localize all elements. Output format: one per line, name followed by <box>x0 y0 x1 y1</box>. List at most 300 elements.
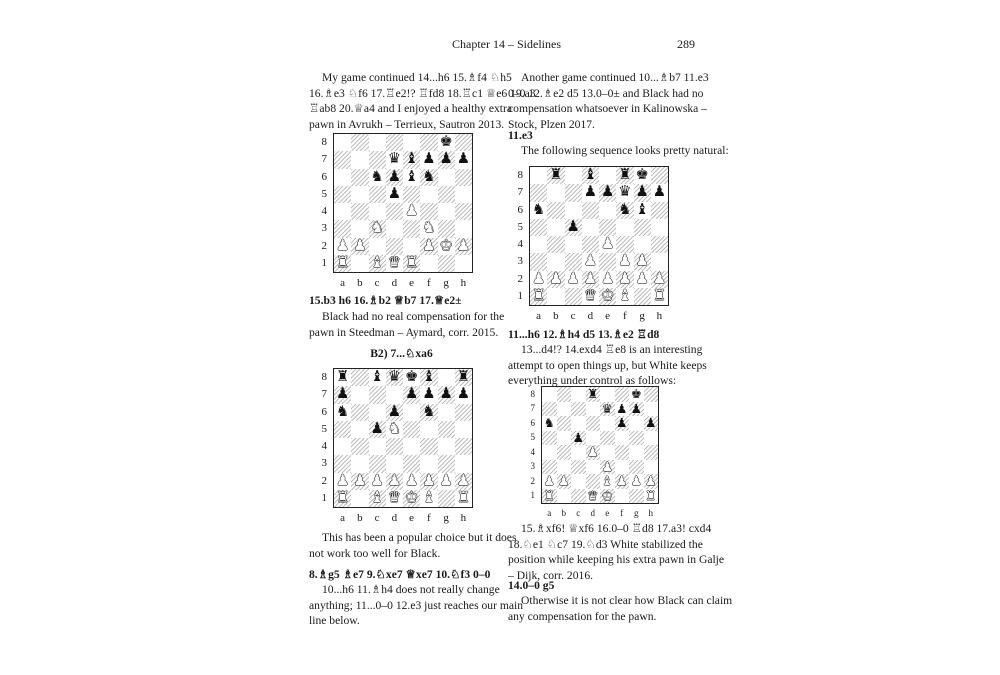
white-pawn-icon: ♟ <box>601 458 613 474</box>
board-square <box>455 134 472 151</box>
board-square <box>455 455 472 472</box>
board-square <box>571 474 586 489</box>
left-paragraph-4: 10...h6 11.♗h4 does not really change anything; 11...0–0 12.e3 just reaches our main line below. <box>309 583 524 628</box>
file-label: c <box>374 277 380 289</box>
board-square <box>420 134 437 151</box>
board-square <box>334 455 351 472</box>
board-square <box>542 387 557 402</box>
board-square <box>351 386 368 403</box>
board-square <box>369 438 386 455</box>
rank-label: 8 <box>321 136 327 149</box>
board-square <box>455 203 472 220</box>
board-square <box>420 438 437 455</box>
rank-label: 8 <box>321 371 327 384</box>
rank-label: 2 <box>530 475 535 486</box>
board-square <box>651 219 668 236</box>
board-square <box>438 490 455 507</box>
file-label: e <box>409 512 415 524</box>
board-square <box>644 402 659 417</box>
black-rook-icon: ♜ <box>618 166 632 184</box>
rank-label: 4 <box>517 238 523 251</box>
black-king-icon: ♚ <box>635 166 649 184</box>
board-square <box>369 203 386 220</box>
board-square <box>557 402 572 417</box>
board-square <box>629 445 644 460</box>
board-square <box>599 167 616 184</box>
white-rook-icon: ♜ <box>531 286 546 304</box>
file-label: d <box>587 310 594 322</box>
board-square <box>403 134 420 151</box>
rank-label: 6 <box>321 405 327 418</box>
board-square <box>629 489 644 504</box>
file-label: g <box>443 512 449 524</box>
white-pawn-icon: ♟ <box>439 471 453 489</box>
white-bishop-icon: ♝ <box>618 286 632 304</box>
board-square <box>571 416 586 431</box>
board-square <box>542 445 557 460</box>
board-square <box>455 255 472 272</box>
board-square <box>369 455 386 472</box>
file-label: a <box>536 310 542 322</box>
rank-label: 6 <box>517 203 523 216</box>
rank-label: 5 <box>517 220 523 233</box>
board-square <box>334 134 351 151</box>
board-square <box>455 404 472 421</box>
white-pawn-icon: ♟ <box>587 444 599 460</box>
board-square <box>403 186 420 203</box>
white-king-icon: ♚ <box>601 487 613 503</box>
black-king-icon: ♚ <box>630 386 642 402</box>
board-square <box>369 386 386 403</box>
board-square <box>386 386 403 403</box>
black-pawn-icon: ♟ <box>387 402 402 420</box>
board-square <box>547 253 564 270</box>
board-square <box>386 220 403 237</box>
board-square <box>438 255 455 272</box>
file-label: h <box>656 310 663 322</box>
right-paragraph-5: Otherwise it is not clear how Black can claim any compensation for the pawn. <box>508 594 733 623</box>
white-pawn-icon: ♟ <box>630 473 642 489</box>
white-pawn-icon: ♟ <box>618 252 632 270</box>
board-square <box>386 134 403 151</box>
chess-diagram-3 <box>529 166 669 306</box>
board-square <box>557 431 572 446</box>
board-square <box>334 186 351 203</box>
board-square <box>629 416 644 431</box>
board-square <box>547 236 564 253</box>
file-label: h <box>460 277 467 289</box>
white-queen-icon: ♛ <box>583 286 598 304</box>
white-pawn-icon: ♟ <box>387 471 402 489</box>
board-square <box>386 203 403 220</box>
black-pawn-icon: ♟ <box>456 385 471 403</box>
file-label: e <box>409 277 415 289</box>
right-paragraph-1: Another game continued 10...♗b7 11.e3 0–0 12.♗e2 d5 13.0–0± and Black had no compensation whatsoever in Kalinowska – Stock, Plzen 2017. <box>508 71 709 132</box>
white-bishop-icon: ♝ <box>601 473 613 489</box>
file-label: b <box>553 310 559 322</box>
white-pawn-icon: ♟ <box>635 269 649 287</box>
white-rook-icon: ♜ <box>645 487 657 503</box>
board-square <box>547 184 564 201</box>
board-square <box>582 236 599 253</box>
board-square <box>369 238 386 255</box>
board-square <box>565 202 582 219</box>
board-square <box>629 460 644 475</box>
board-square <box>438 455 455 472</box>
board-square <box>615 489 630 504</box>
board-square <box>351 421 368 438</box>
white-queen-icon: ♛ <box>587 487 599 503</box>
board-square <box>644 387 659 402</box>
rank-label: 6 <box>530 417 535 428</box>
board-square <box>565 253 582 270</box>
left-paragraph-1: My game continued 14...h6 15.♗f4 ♘h5 16.♗e3 ♘f6 17.♖e2!? ♖fd8 18.♖c1 ♕e6 19.a3 ♖ab8 20.♕a4 and I enjoyed a healthy extra pawn in Avrukh – Terrieux, Sautron 2013. <box>309 71 536 132</box>
white-pawn-icon: ♟ <box>652 269 667 287</box>
board-square <box>644 460 659 475</box>
rank-label: 1 <box>530 490 535 501</box>
left-move-line-1: 15.b3 h6 16.♗b2 ♕b7 17.♕e2± <box>309 294 462 307</box>
board-square <box>438 203 455 220</box>
black-rook-icon: ♜ <box>587 386 599 402</box>
rank-label: 7 <box>321 388 327 401</box>
black-knight-icon: ♞ <box>543 415 555 431</box>
board-square <box>651 167 668 184</box>
board-square <box>334 220 351 237</box>
board-square <box>455 169 472 186</box>
board-square <box>547 202 564 219</box>
board-square <box>530 167 547 184</box>
white-pawn-icon: ♟ <box>583 252 598 270</box>
board-square <box>438 169 455 186</box>
left-paragraph-3: This has been a popular choice but it does not work too well for Black. <box>309 531 517 560</box>
black-knight-icon: ♞ <box>422 167 436 185</box>
board-square <box>565 167 582 184</box>
rank-label: 4 <box>321 205 327 218</box>
file-label: g <box>443 277 449 289</box>
black-pawn-icon: ♟ <box>616 400 628 416</box>
black-pawn-icon: ♟ <box>404 385 419 403</box>
white-pawn-icon: ♟ <box>558 473 570 489</box>
white-king-icon: ♚ <box>600 286 615 304</box>
board-square <box>403 455 420 472</box>
board-square <box>420 203 437 220</box>
black-pawn-icon: ♟ <box>335 385 350 403</box>
rank-label: 7 <box>517 186 523 199</box>
board-square <box>615 445 630 460</box>
board-square <box>634 236 651 253</box>
board-square <box>565 288 582 305</box>
white-pawn-icon: ♟ <box>549 269 563 287</box>
rank-label: 3 <box>321 222 327 235</box>
file-label: f <box>427 512 431 524</box>
board-square <box>420 455 437 472</box>
rank-label: 1 <box>321 256 327 269</box>
board-square <box>616 236 633 253</box>
board-square <box>334 203 351 220</box>
black-queen-icon: ♛ <box>618 183 632 201</box>
white-pawn-icon: ♟ <box>456 471 471 489</box>
board-square <box>547 219 564 236</box>
black-rook-icon: ♜ <box>335 368 350 386</box>
board-square <box>565 184 582 201</box>
file-label: b <box>357 512 363 524</box>
white-queen-icon: ♛ <box>387 488 402 506</box>
white-pawn-icon: ♟ <box>600 269 615 287</box>
black-bishop-icon: ♝ <box>422 368 436 386</box>
white-bishop-icon: ♝ <box>422 488 436 506</box>
file-label: d <box>391 512 398 524</box>
board-square <box>571 460 586 475</box>
board-square <box>616 219 633 236</box>
black-knight-icon: ♞ <box>618 200 632 218</box>
file-label: d <box>391 277 398 289</box>
file-label: c <box>576 508 581 518</box>
board-square <box>438 438 455 455</box>
white-pawn-icon: ♟ <box>456 236 471 254</box>
right-paragraph-3: 13...d4!? 14.exd4 ♖e8 is an interesting attempt to open things up, but White keeps everything under control as follows: <box>508 343 707 388</box>
rank-label: 6 <box>321 170 327 183</box>
white-pawn-icon: ♟ <box>422 236 436 254</box>
board-square <box>351 151 368 168</box>
board-square <box>600 445 615 460</box>
black-knight-icon: ♞ <box>422 402 436 420</box>
board-square <box>542 460 557 475</box>
file-label: g <box>634 508 639 518</box>
black-pawn-icon: ♟ <box>387 184 402 202</box>
black-knight-icon: ♞ <box>335 402 350 420</box>
board-square <box>571 489 586 504</box>
chess-diagram-2 <box>333 368 473 508</box>
board-square <box>403 421 420 438</box>
black-queen-icon: ♛ <box>387 150 402 168</box>
black-bishop-icon: ♝ <box>370 368 384 386</box>
board-square <box>438 369 455 386</box>
board-square <box>542 431 557 446</box>
left-paragraph-2: Black had no real compensation for the pawn in Steedman – Aymard, corr. 2015. <box>309 310 505 339</box>
white-knight-icon: ♞ <box>370 219 384 237</box>
black-bishop-icon: ♝ <box>404 167 419 185</box>
black-pawn-icon: ♟ <box>652 183 667 201</box>
board-square <box>557 489 572 504</box>
board-square <box>369 404 386 421</box>
black-pawn-icon: ♟ <box>616 415 628 431</box>
white-queen-icon: ♛ <box>387 253 402 271</box>
board-square <box>615 460 630 475</box>
board-square <box>351 255 368 272</box>
board-square <box>571 445 586 460</box>
white-pawn-icon: ♟ <box>543 473 555 489</box>
black-pawn-icon: ♟ <box>387 167 402 185</box>
board-square <box>403 438 420 455</box>
board-square <box>530 219 547 236</box>
white-rook-icon: ♜ <box>404 253 419 271</box>
file-label: f <box>427 277 431 289</box>
black-knight-icon: ♞ <box>370 167 384 185</box>
board-square <box>599 202 616 219</box>
board-square <box>547 288 564 305</box>
black-bishop-icon: ♝ <box>583 166 598 184</box>
board-square <box>586 474 601 489</box>
right-paragraph-2: The following sequence looks pretty natural: <box>521 144 729 157</box>
chess-diagram-4 <box>541 386 659 504</box>
file-label: a <box>547 508 552 518</box>
board-square <box>599 253 616 270</box>
board-square <box>586 431 601 446</box>
board-square <box>599 219 616 236</box>
board-square <box>351 490 368 507</box>
white-pawn-icon: ♟ <box>635 252 649 270</box>
black-pawn-icon: ♟ <box>600 183 615 201</box>
section-heading: B2) 7...♘xa6 <box>370 347 433 360</box>
board-square <box>455 438 472 455</box>
board-square <box>386 455 403 472</box>
board-square <box>530 236 547 253</box>
black-queen-icon: ♛ <box>601 400 613 416</box>
file-label: b <box>561 508 566 518</box>
white-pawn-icon: ♟ <box>645 473 657 489</box>
black-pawn-icon: ♟ <box>572 429 584 445</box>
board-square <box>634 219 651 236</box>
board-square <box>600 431 615 446</box>
board-square <box>351 134 368 151</box>
board-square <box>571 402 586 417</box>
white-rook-icon: ♜ <box>543 487 555 503</box>
file-label: c <box>570 310 576 322</box>
black-bishop-icon: ♝ <box>404 150 419 168</box>
board-square <box>615 387 630 402</box>
black-pawn-icon: ♟ <box>645 415 657 431</box>
board-square <box>351 404 368 421</box>
board-square <box>334 169 351 186</box>
white-pawn-icon: ♟ <box>335 471 350 489</box>
file-label: d <box>590 508 595 518</box>
black-pawn-icon: ♟ <box>422 385 436 403</box>
board-square <box>565 236 582 253</box>
rank-label: 8 <box>517 169 523 182</box>
black-knight-icon: ♞ <box>531 200 546 218</box>
board-square <box>644 431 659 446</box>
right-move-line-3: 14.0–0 g5 <box>508 579 555 592</box>
board-square <box>629 431 644 446</box>
rank-label: 5 <box>321 187 327 200</box>
rank-label: 2 <box>321 474 327 487</box>
white-king-icon: ♚ <box>439 236 453 254</box>
black-rook-icon: ♜ <box>549 166 563 184</box>
rank-label: 1 <box>321 491 327 504</box>
board-square <box>586 402 601 417</box>
rank-label: 7 <box>321 153 327 166</box>
board-square <box>420 255 437 272</box>
right-move-line-1: 11.e3 <box>508 129 533 142</box>
rank-label: 3 <box>321 457 327 470</box>
rank-label: 7 <box>530 403 535 414</box>
black-pawn-icon: ♟ <box>439 385 453 403</box>
black-king-icon: ♚ <box>404 368 419 386</box>
left-move-line-2: 8.♗g5 ♗e7 9.♘xe7 ♕xe7 10.♘f3 0–0 <box>309 568 491 581</box>
black-pawn-icon: ♟ <box>439 150 453 168</box>
file-label: e <box>605 508 610 518</box>
board-square <box>334 151 351 168</box>
board-square <box>403 404 420 421</box>
rank-label: 1 <box>517 289 523 302</box>
board-square <box>586 460 601 475</box>
board-square <box>582 219 599 236</box>
board-square <box>644 445 659 460</box>
board-square <box>615 431 630 446</box>
black-pawn-icon: ♟ <box>456 150 471 168</box>
file-label: b <box>357 277 363 289</box>
board-square <box>438 421 455 438</box>
board-square <box>403 220 420 237</box>
white-rook-icon: ♜ <box>335 488 350 506</box>
white-pawn-icon: ♟ <box>616 473 628 489</box>
right-move-line-2: 11...h6 12.♗h4 d5 13.♗e2 ♖d8 <box>508 328 660 341</box>
file-label: f <box>620 508 624 518</box>
board-square <box>403 238 420 255</box>
black-rook-icon: ♜ <box>456 368 471 386</box>
white-pawn-icon: ♟ <box>531 269 546 287</box>
white-bishop-icon: ♝ <box>370 253 384 271</box>
board-square <box>557 387 572 402</box>
board-square <box>334 421 351 438</box>
file-label: f <box>623 310 627 322</box>
right-paragraph-4: 15.♗xf6! ♕xf6 16.0–0 ♖d8 17.a3! cxd4 18.♘e1 ♘c7 19.♘d3 White stabilized the position while keeping his extra pawn in Galje – Dijk, corr. 2016. <box>508 522 725 583</box>
white-pawn-icon: ♟ <box>583 269 598 287</box>
rank-label: 5 <box>321 422 327 435</box>
page-number: 289 <box>677 37 695 51</box>
file-label: e <box>605 310 611 322</box>
board-square <box>600 387 615 402</box>
black-king-icon: ♚ <box>439 133 453 151</box>
file-label: h <box>648 508 653 518</box>
board-square <box>455 220 472 237</box>
white-pawn-icon: ♟ <box>404 471 419 489</box>
rank-label: 3 <box>517 255 523 268</box>
white-rook-icon: ♜ <box>652 286 667 304</box>
board-square <box>369 151 386 168</box>
rank-label: 5 <box>530 432 535 443</box>
board-square <box>351 220 368 237</box>
board-square <box>651 253 668 270</box>
board-square <box>651 202 668 219</box>
white-bishop-icon: ♝ <box>370 488 384 506</box>
board-square <box>351 169 368 186</box>
board-square <box>542 402 557 417</box>
board-square <box>582 202 599 219</box>
white-pawn-icon: ♟ <box>566 269 580 287</box>
rank-label: 4 <box>321 440 327 453</box>
file-label: g <box>639 310 645 322</box>
board-square <box>586 416 601 431</box>
file-label: a <box>340 277 346 289</box>
black-pawn-icon: ♟ <box>422 150 436 168</box>
file-label: h <box>460 512 467 524</box>
chess-diagram-1 <box>333 133 473 273</box>
board-square <box>634 288 651 305</box>
rank-label: 3 <box>530 461 535 472</box>
chapter-title: Chapter 14 – Sidelines <box>452 37 561 51</box>
white-rook-icon: ♜ <box>456 488 471 506</box>
board-square <box>438 186 455 203</box>
board-square <box>420 186 437 203</box>
board-square <box>420 421 437 438</box>
white-pawn-icon: ♟ <box>618 269 632 287</box>
black-queen-icon: ♛ <box>387 368 402 386</box>
file-label: c <box>374 512 380 524</box>
board-square <box>351 186 368 203</box>
white-pawn-icon: ♟ <box>335 236 350 254</box>
black-bishop-icon: ♝ <box>635 200 649 218</box>
